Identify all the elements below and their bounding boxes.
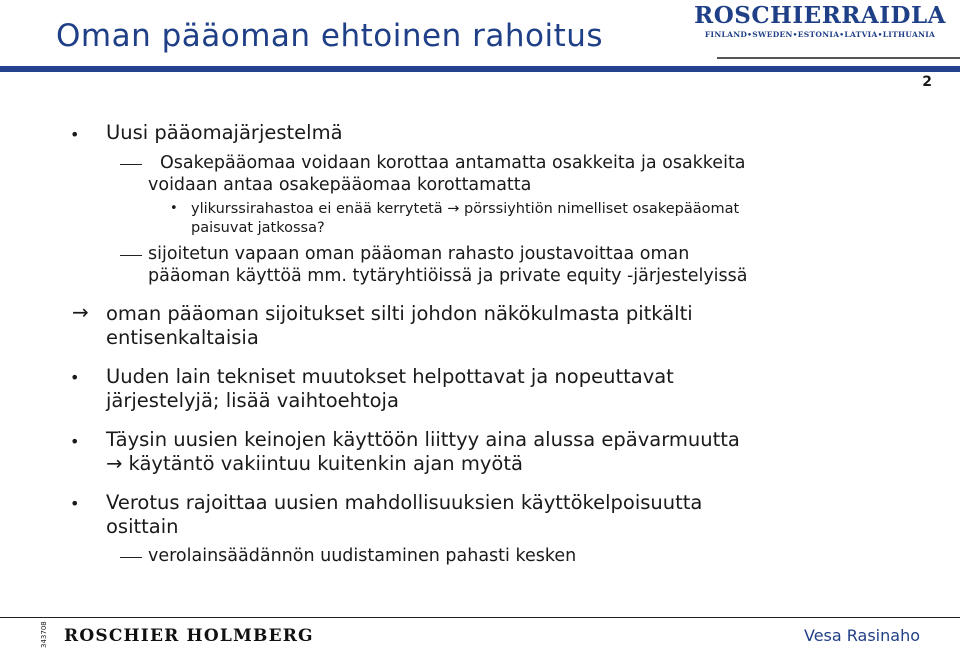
bullet-dot-icon: •: [70, 368, 80, 387]
sub-sub-item-line2: paisuvat jatkossa?: [191, 220, 325, 236]
footer-code: 343708: [40, 621, 48, 648]
bullet-4-line1: Verotus rajoittaa uusien mahdollisuuksien käyttökelpoisuutta: [106, 491, 703, 514]
sub-item-1a-line2: voidaan antaa osakepääomaa korottamatta: [148, 175, 532, 195]
bullet-dot-icon: •: [70, 494, 80, 513]
logo-wordmark: ROSCHIERRAIDLA: [694, 2, 946, 29]
sub-sub-item-line1: ylikurssirahastoa ei enää kerrytetä → pörssiyhtiön nimelliset osakepääomat: [191, 201, 740, 217]
header-band: [0, 66, 960, 72]
small-bullet-icon: •: [170, 201, 178, 216]
header-rule: [717, 57, 960, 59]
bullet-2-line2: järjestelyjä; lisää vaihtoehtoja: [106, 389, 399, 412]
footer-author: Vesa Rasinaho: [804, 626, 920, 645]
bullet-3-line2: → käytäntö vakiintuu kuitenkin ajan myötä: [106, 452, 523, 475]
bullet-dot-icon: •: [70, 432, 80, 451]
sub-item-1b-line2: pääoman käyttöä mm. tytäryhtiöissä ja private equity -järjestelyissä: [148, 266, 748, 286]
roschier-holmberg-logo: ROSCHIER HOLMBERG: [64, 626, 314, 646]
bullet-3-line1: Täysin uusien keinojen käyttöön liittyy aina alussa epävarmuutta: [106, 428, 740, 451]
bullet-dot-icon: •: [70, 125, 80, 144]
roschier-raidla-logo: [694, 2, 946, 39]
page-number: 2: [922, 74, 932, 90]
bullet-1: Uusi pääomajärjestelmä: [106, 121, 343, 144]
sub-item-4a: verolainsäädännön uudistaminen pahasti kesken: [148, 546, 577, 566]
sub-item-1b-line1: sijoitetun vapaan oman pääoman rahasto joustavoittaa oman: [148, 244, 690, 264]
dash-icon: [120, 255, 142, 256]
slide-title: Oman pääoman ehtoinen rahoitus: [56, 18, 604, 54]
sub-item-1a-line1: Osakepääomaa voidaan korottaa antamatta osakkeita ja osakkeita: [160, 153, 746, 173]
arrow-point-line1: oman pääoman sijoitukset silti johdon näkökulmasta pitkälti: [106, 302, 693, 325]
bullet-2-line1: Uuden lain tekniset muutokset helpottavat ja nopeuttavat: [106, 365, 674, 388]
bullet-4-line2: osittain: [106, 515, 179, 538]
arrow-right-icon: →: [72, 300, 89, 324]
dash-icon: [120, 557, 142, 558]
logo-countries: FINLAND•SWEDEN•ESTONIA•LATVIA•LITHUANIA: [704, 30, 936, 39]
dash-icon: [120, 164, 142, 165]
arrow-point-line2: entisenkaltaisia: [106, 326, 259, 349]
footer-rule: [0, 617, 960, 618]
